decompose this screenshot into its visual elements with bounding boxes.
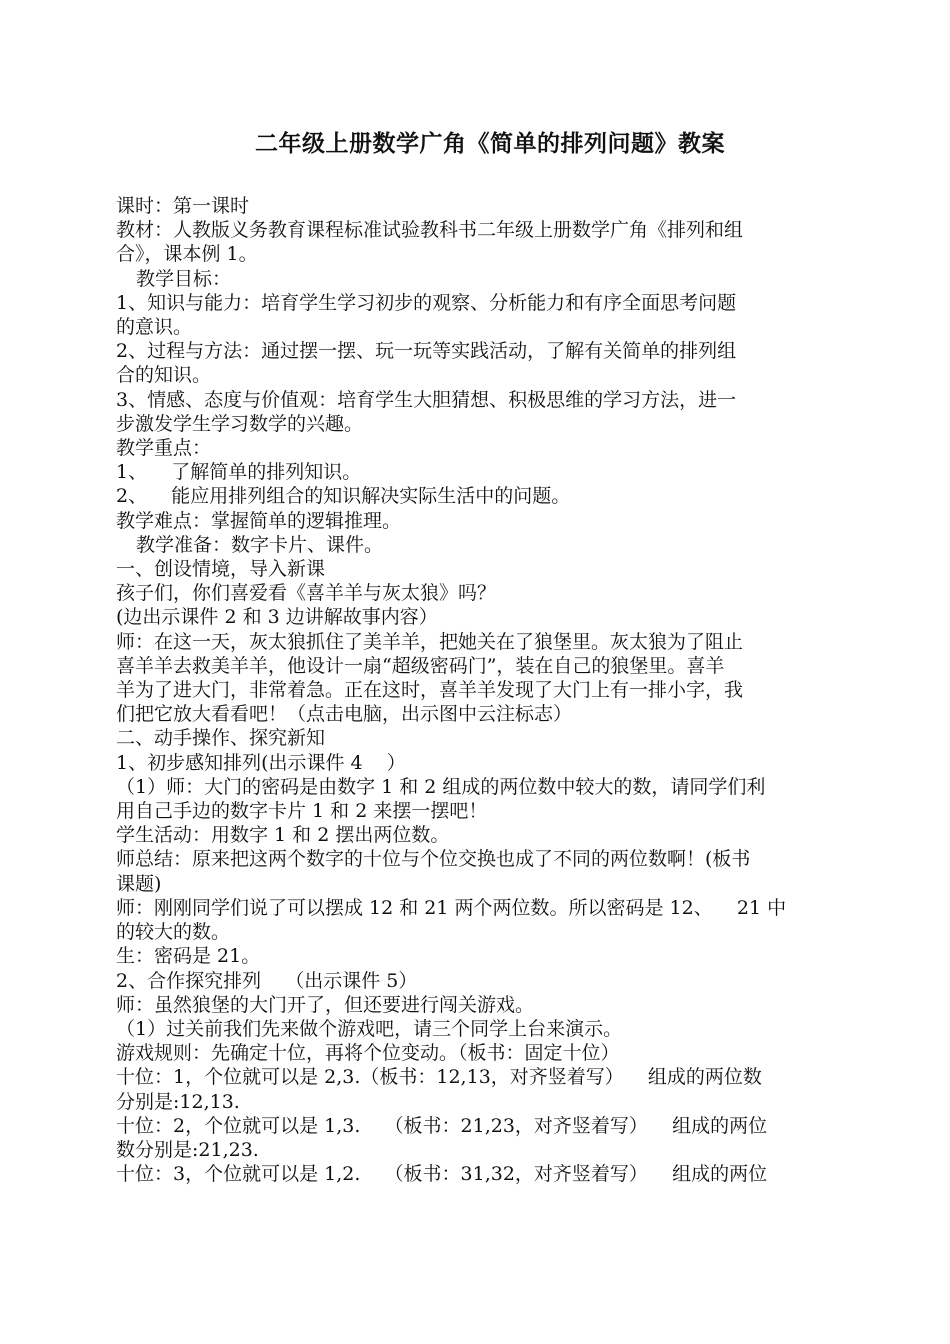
document-page [116,128,864,1186]
body-line: 步激发学生学习数学的兴趣。 [116,412,364,435]
body-line: 一、创设情境，导入新课 [116,558,326,581]
body-line: 师：虽然狼堡的大门开了，但还要进行闯关游戏。 [116,993,535,1016]
body-line: (边出示课件 2 和 3 边讲解故事内容） [116,606,438,629]
body-line: （1）师：大门的密码是由数字 1 和 2 组成的两位数中较大的数，请同学们利 [116,775,766,798]
body-line: 合》，课本例 1。 [116,243,258,266]
body-line: 学生活动：用数字 1 和 2 摆出两位数。 [116,824,450,847]
body-line: 教学目标： [136,267,232,290]
body-line: 教学重点： [116,437,212,460]
body-line: 1、 了解简单的排列知识。 [116,461,362,484]
body-line: 教学准备：数字卡片、课件。 [136,533,384,556]
body-line: 生：密码是 21。 [116,945,261,968]
body-line: 教学难点：掌握简单的逻辑推理。 [116,509,402,532]
body-line: 游戏规则：先确定十位，再将个位变动。（板书：固定十位） [116,1042,620,1065]
body-line: 教材：人教版义务教育课程标准试验教科书二年级上册数学广角《排列和组 [116,219,744,242]
body-line: 师：在这一天，灰太狼抓住了美羊羊，把她关在了狼堡里。灰太狼为了阻止 [116,630,744,653]
body-line: 数分别是:21,23. [116,1138,259,1161]
body-line: 孩子们，你们喜爱看《喜羊羊与灰太狼》吗？ [116,582,497,605]
body-line: 用自己手边的数字卡片 1 和 2 来摆一摆吧！ [116,800,488,823]
body-line: 2、合作探究排列 （出示课件 5） [116,969,418,992]
body-line: 十位：1，个位就可以是 2,3.（板书：12,13，对齐竖着写） 组成的两位数 [116,1066,762,1089]
body-line: 们把它放大看看吧！（点击电脑，出示图中云注标志） [116,703,573,726]
document-title: 二年级上册数学广角《简单的排列问题》教案 [255,130,725,157]
body-line: 课时：第一课时 [116,195,250,217]
body-line: 合的知识。 [116,364,212,387]
body-line: 羊为了进大门，非常着急。正在这时，喜羊羊发现了大门上有一排小字，我 [116,679,744,702]
body-line: 十位：3，个位就可以是 1,2. （板书：31,32，对齐竖着写） 组成的两位 [116,1163,768,1186]
body-line: 课题) [116,872,162,895]
body-line: 师：刚刚同学们说了可以摆成 12 和 21 两个两位数。所以密码是 12、 21 中 [116,896,787,919]
body-line: 2、过程与方法：通过摆一摆、玩一玩等实践活动，了解有关简单的排列组 [116,340,737,363]
body-line: （1）过关前我们先来做个游戏吧，请三个同学上台来演示。 [116,1017,623,1040]
body-line: 3、情感、态度与价值观：培育学生大胆猜想、积极思维的学习方法，进一 [116,388,737,411]
body-line: 师总结：原来把这两个数字的十位与个位交换也成了不同的两位数啊！(板书 [116,848,751,871]
body-line: 十位：2，个位就可以是 1,3. （板书：21,23，对齐竖着写） 组成的两位 [116,1114,768,1137]
body-line: 的较大的数。 [116,921,231,944]
body-line: 分别是:12,13. [116,1090,240,1113]
body-line: 1、初步感知排列(出示课件 4 ） [116,751,406,774]
body-line: 喜羊羊去救美羊羊，他设计一扇“超级密码门”，装在自己的狼堡里。喜羊 [116,654,725,677]
body-line: 的意识。 [116,316,193,339]
body-line: 1、知识与能力：培育学生学习初步的观察、分析能力和有序全面思考问题 [116,291,737,314]
body-line: 2、 能应用排列组合的知识解决实际生活中的问题。 [116,485,571,508]
document-body [116,194,864,1186]
body-line: 二、动手操作、探究新知 [116,727,326,750]
